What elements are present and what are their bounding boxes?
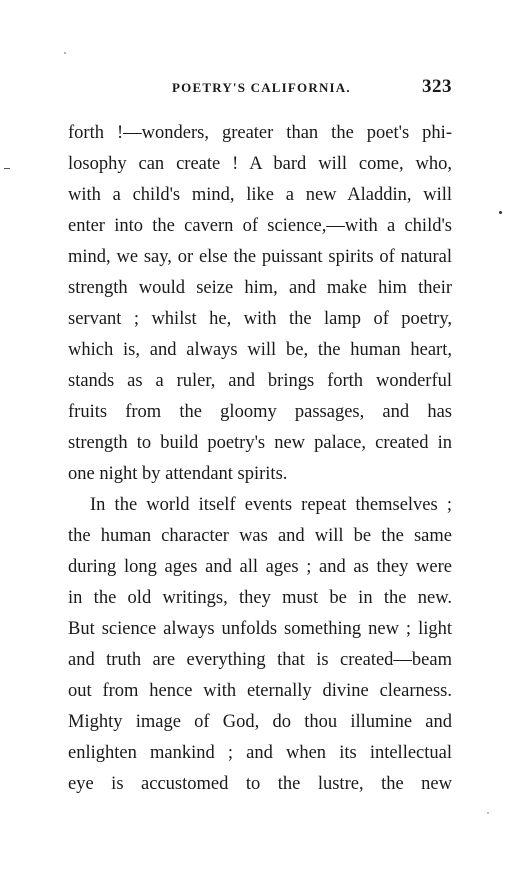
text-line: strength would seize him, and make him their bbox=[68, 278, 452, 298]
text-line: stands as a ruler, and brings forth wonderful bbox=[68, 371, 452, 391]
speck-mark bbox=[64, 52, 66, 54]
text-line: with a child's mind, like a new Aladdin, will bbox=[68, 185, 452, 205]
body-text bbox=[68, 118, 452, 800]
text-line: mind, we say, or else the puissant spirits of natural bbox=[68, 247, 452, 267]
paragraph-first-line: In the world itself events repeat themselves ; bbox=[90, 495, 452, 515]
text-line: strength to build poetry's new palace, created in bbox=[68, 433, 452, 453]
margin-mark bbox=[4, 168, 10, 169]
text-line: enlighten mankind ; and when its intellectual bbox=[68, 743, 452, 763]
page-header bbox=[68, 76, 452, 100]
page-number: 323 bbox=[422, 76, 452, 97]
text-line: and truth are everything that is created—beam bbox=[68, 650, 452, 670]
paragraph-end-line: one night by attendant spirits. bbox=[68, 464, 288, 484]
text-line: eye is accustomed to the lustre, the new bbox=[68, 774, 452, 794]
text-line: But science always unfolds something new ; light bbox=[68, 619, 452, 639]
text-line: losophy can create ! A bard will come, who, bbox=[68, 154, 452, 174]
text-line: which is, and always will be, the human heart, bbox=[68, 340, 452, 360]
text-line: the human character was and will be the same bbox=[68, 526, 452, 546]
text-line: out from hence with eternally divine clearness. bbox=[68, 681, 452, 701]
text-line: servant ; whilst he, with the lamp of poetry, bbox=[68, 309, 452, 329]
speck-mark bbox=[499, 211, 502, 214]
running-title: POETRY'S CALIFORNIA. bbox=[172, 80, 351, 95]
text-line: fruits from the gloomy passages, and has bbox=[68, 402, 452, 422]
text-line: Mighty image of God, do thou illumine and bbox=[68, 712, 452, 732]
text-line: forth !—wonders, greater than the poet's phi- bbox=[68, 123, 452, 143]
text-line: in the old writings, they must be in the new. bbox=[68, 588, 452, 608]
speck-mark bbox=[487, 812, 489, 814]
text-line: during long ages and all ages ; and as they were bbox=[68, 557, 452, 577]
text-line: enter into the cavern of science,—with a child's bbox=[68, 216, 452, 236]
